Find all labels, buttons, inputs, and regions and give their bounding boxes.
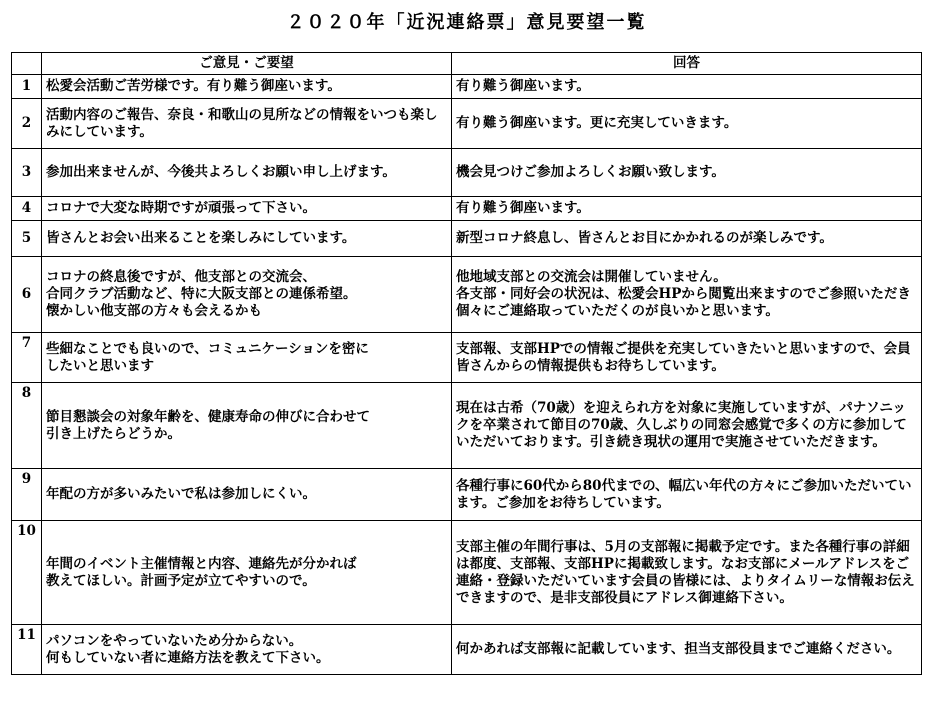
row-opinion: 節目懇談会の対象年齢を、健康寿命の伸びに合わせて 引き上げたらどうか。	[42, 383, 452, 469]
row-number: 2	[12, 99, 42, 149]
row-answer: 有り難う御座います。更に充実していきます。	[452, 99, 922, 149]
row-answer: 何かあれば支部報に記載しています、担当支部役員までご連絡ください。	[452, 625, 922, 675]
row-answer: 他地域支部との交流会は開催していません。 各支部・同好会の状況は、松愛会HPから閲覧出来ますのでご参照いただき個々にご連絡取っていただくのが良いかと思います。	[452, 257, 922, 333]
table-row	[12, 383, 922, 469]
row-opinion: 些細なことでも良いので、コミュニケーションを密に したいと思います	[42, 333, 452, 383]
row-number: 10	[12, 521, 42, 625]
row-opinion: 活動内容のご報告、奈良・和歌山の見所などの情報をいつも楽しみにしています。	[42, 99, 452, 149]
table-row	[12, 99, 922, 149]
row-answer: 機会見つけご参加よろしくお願い致します。	[452, 149, 922, 197]
row-opinion: 年配の方が多いみたいで私は参加しにくい。	[42, 469, 452, 521]
row-number: 1	[12, 75, 42, 99]
header-opinion: ご意見・ご要望	[42, 53, 452, 75]
row-number: 9	[12, 469, 42, 521]
row-number: 4	[12, 197, 42, 221]
table-row	[12, 469, 922, 521]
table-row	[12, 333, 922, 383]
table-row	[12, 625, 922, 675]
row-opinion: パソコンをやっていないため分からない。 何もしていない者に連絡方法を教えて下さい。	[42, 625, 452, 675]
row-answer: 有り難う御座います。	[452, 75, 922, 99]
row-number: 11	[12, 625, 42, 675]
table-row	[12, 75, 922, 99]
page-title: ２０２０年「近況連絡票」意見要望一覧	[286, 12, 647, 33]
row-opinion: 年間のイベント主催情報と内容、連絡先が分かれば 教えてほしい。計画予定が立てやすいので。	[42, 521, 452, 625]
row-opinion: 松愛会活動ご苦労様です。有り難う御座います。	[42, 75, 452, 99]
row-answer: 各種行事に60代から80代までの、幅広い年代の方々にご参加いただいています。ご参加をお待ちしています。	[452, 469, 922, 521]
row-number: 8	[12, 383, 42, 469]
row-number: 5	[12, 221, 42, 257]
row-number: 3	[12, 149, 42, 197]
header-answer: 回答	[452, 53, 922, 75]
row-number: 6	[12, 257, 42, 333]
row-opinion: 皆さんとお会い出来ることを楽しみにしています。	[42, 221, 452, 257]
row-answer: 有り難う御座います。	[452, 197, 922, 221]
table-row	[12, 197, 922, 221]
table-row	[12, 221, 922, 257]
row-answer: 支部主催の年間行事は、5月の支部報に掲載予定です。また各種行事の詳細は都度、支部報、支部HPに掲載致します。なお支部にメールアドレスをご連絡・登録いただいています会員の皆様には、よりタイムリーな情報お伝えできますので、是非支部役員にアドレス御連絡下さい。	[452, 521, 922, 625]
row-opinion: 参加出来ませんが、今後共よろしくお願い申し上げます。	[42, 149, 452, 197]
table-row	[12, 149, 922, 197]
header-no	[12, 53, 42, 75]
table-row	[12, 521, 922, 625]
row-opinion: コロナで大変な時期ですが頑張って下さい。	[42, 197, 452, 221]
table-header-row	[12, 53, 922, 75]
row-answer: 新型コロナ終息し、皆さんとお目にかかれるのが楽しみです。	[452, 221, 922, 257]
row-opinion: コロナの終息後ですが、他支部との交流会、 合同クラブ活動など、特に大阪支部との連係希望。 懐かしい他支部の方々も会えるかも	[42, 257, 452, 333]
row-answer: 支部報、支部HPでの情報ご提供を充実していきたいと思いますので、会員皆さんからの情報提供もお待ちしています。	[452, 333, 922, 383]
row-number: 7	[12, 333, 42, 383]
table-row	[12, 257, 922, 333]
opinion-table	[11, 52, 922, 675]
row-answer: 現在は古希（70歳）を迎えられ方を対象に実施していますが、パナソニックを卒業されて節目の70歳、久しぶりの同窓会感覚で多くの方に参加していただいております。引き続き現状の運用で実施させていただきます。	[452, 383, 922, 469]
